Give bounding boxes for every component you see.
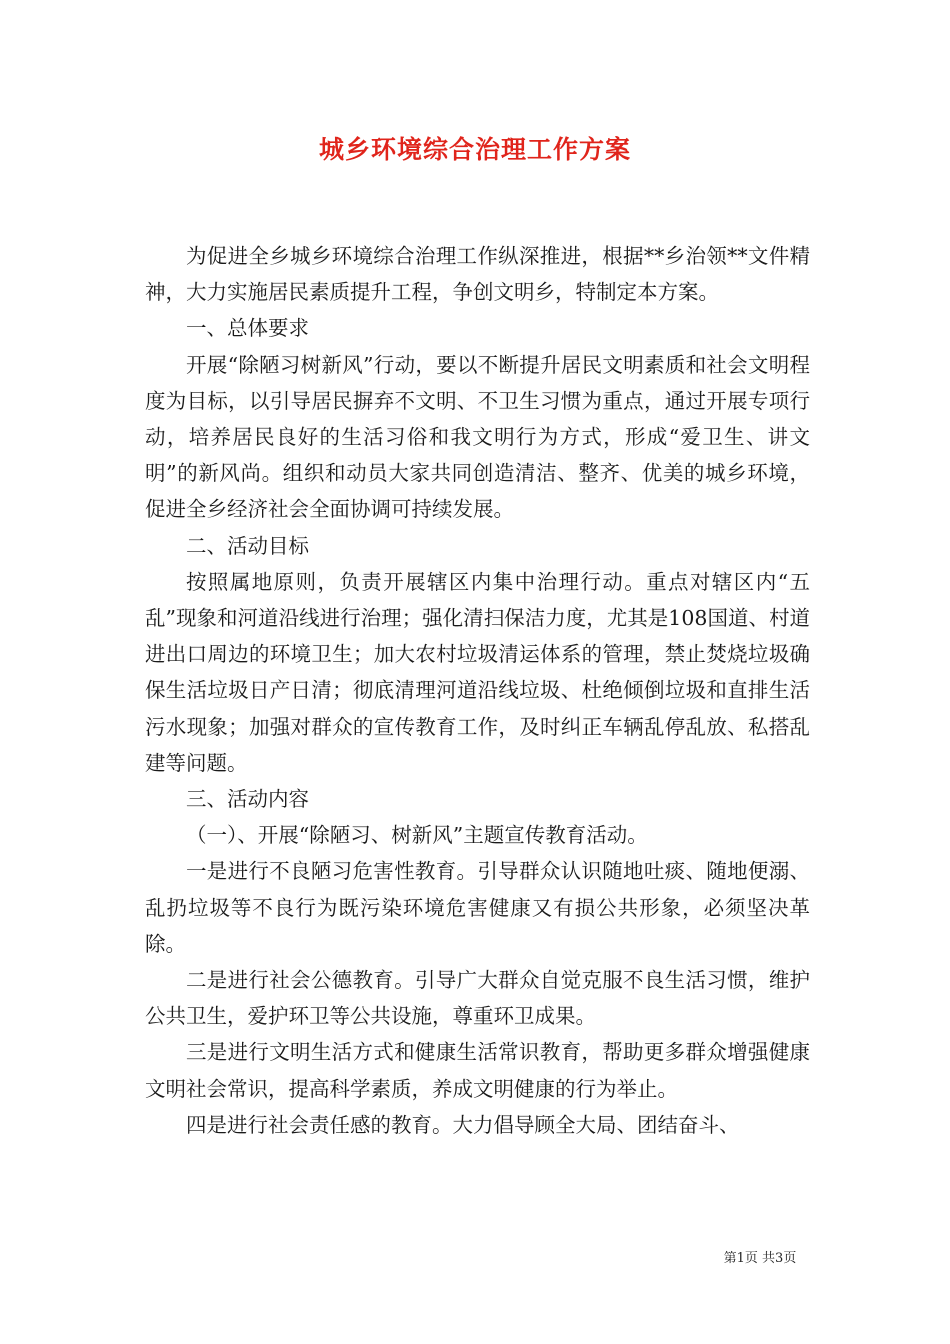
section-heading-3: 三、活动内容 (186, 787, 309, 812)
intro-paragraph: 为促进全乡城乡环境综合治理工作纵深推进，根据**乡治领**文件精神，大力实施居民素质提升工程，争创文明乡，特制定本方案。 (145, 244, 810, 305)
body-paragraph: 按照属地原则，负责开展辖区内集中治理行动。重点对辖区内“五乱”现象和河道沿线进行治理；强化清扫保洁力度，尤其是108国道、村道进出口周边的环境卫生；加大农村垃圾清运体系的管理，禁止焚烧垃圾确保生活垃圾日产日清；彻底清理河道沿线垃圾、杜绝倾倒垃圾和直排生活污水现象；加强对群众的宣传教育工作，及时纠正车辆乱停乱放、私搭乱建等问题。 (145, 569, 810, 775)
body-paragraph: 一是进行不良陋习危害性教育。引导群众认识随地吐痰、随地便溺、乱扔垃圾等不良行为既污染环境危害健康又有损公共形象，必须坚决革除。 (145, 859, 810, 956)
section-heading-1: 一、总体要求 (186, 316, 309, 341)
document-body (145, 238, 810, 1143)
body-paragraph: 开展“除陋习树新风”行动，要以不断提升居民文明素质和社会文明程度为目标，以引导居民摒弃不文明、不卫生习惯为重点，通过开展专项行动，培养居民良好的生活习俗和我文明行为方式，形成“爱卫生、讲文明”的新风尚。组织和动员大家共同创造清洁、整齐、优美的城乡环境，促进全乡经济社会全面协调可持续发展。 (145, 352, 810, 522)
page-number: 第1页 共3页 (723, 1251, 797, 1266)
body-paragraph: 四是进行社会责任感的教育。大力倡导顾全大局、团结奋斗、 (186, 1112, 740, 1137)
body-paragraph: 二是进行社会公德教育。引导广大群众自觉克服不良生活习惯，维护公共卫生，爱护环卫等公共设施，尊重环卫成果。 (145, 968, 810, 1029)
section-heading-2: 二、活动目标 (186, 533, 309, 558)
page-footer (0, 1247, 950, 1266)
body-paragraph: 三是进行文明生活方式和健康生活常识教育，帮助更多群众增强健康文明社会常识，提高科学素质，养成文明健康的行为举止。 (145, 1040, 810, 1101)
document-title: 城乡环境综合治理工作方案 (318, 135, 631, 164)
subsection-heading: （一）、开展“除陋习、树新风”主题宣传教育活动。 (186, 823, 648, 848)
